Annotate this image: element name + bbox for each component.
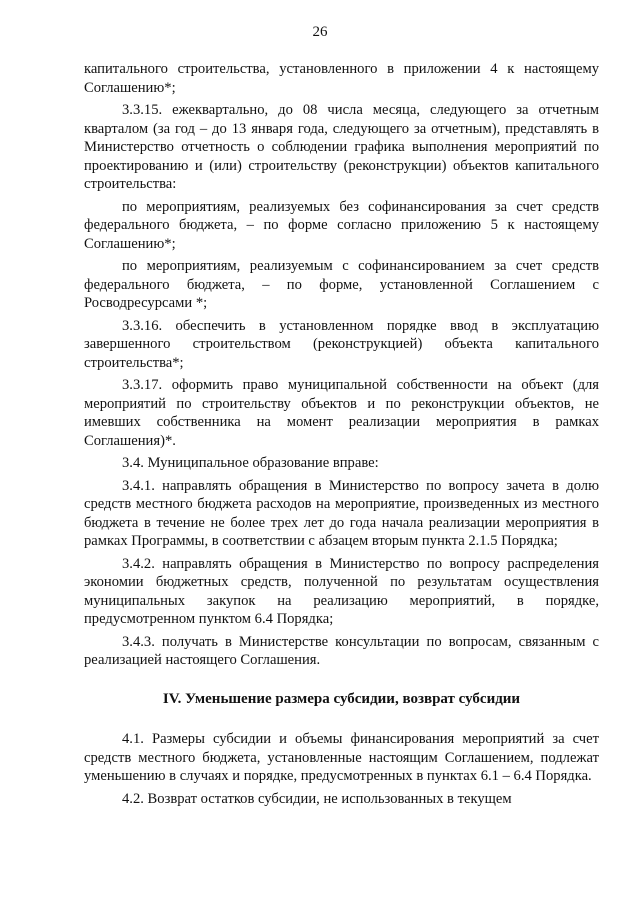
paragraph: 4.2. Возврат остатков субсидии, не использованных в текущем <box>122 790 512 807</box>
paragraph: 3.3.17. оформить право муниципальной собственности на объект (для мероприятий по строительству объектов и по реконструкции объектов, не имевших собственника на момент реализации мероприятия в рамках Соглашения)*. <box>84 377 599 449</box>
paragraph: 3.4.3. получать в Министерстве консультации по вопросам, связанным с реализацией настоящего Соглашения. <box>84 633 599 668</box>
paragraph: по мероприятиям, реализуемых без софинансирования за счет средств федерального бюджета, – по форме согласно приложению 5 к настоящему Соглашению*; <box>84 198 599 252</box>
paragraph: 3.3.16. обеспечить в установленном порядке ввод в эксплуатацию завершенного строительством (реконструкцией) объекта капитального строительства*; <box>84 317 599 371</box>
paragraph: 4.1. Размеры субсидии и объемы финансирования мероприятий за счет средств местного бюджета, установленные настоящим Соглашением, подлежат уменьшению в случаях и порядке, предусмотренных в пунктах 6.1 – 6.4 Порядка. <box>84 731 599 784</box>
paragraph: 3.4.1. направлять обращения в Министерство по вопросу зачета в долю средств местного бюджета расходов на мероприятие, произведенных из местного бюджета в течение не более трех лет до года начала реализации мероприятия в рамках Программы, в соответствии с абзацем вторым пункта 2.1.5 Порядка; <box>84 477 599 549</box>
paragraph: по мероприятиям, реализуемым с софинансированием за счет средств федерального бюджета, – по форме, установленной Соглашением с Росводресурсами *; <box>84 258 599 311</box>
document-body <box>84 60 599 812</box>
paragraphs-before <box>84 60 599 670</box>
page-number: 26 <box>312 24 328 40</box>
paragraph: капитального строительства, установленного в приложении 4 к настоящему Соглашению*; <box>84 61 599 96</box>
paragraph: 3.3.15. ежеквартально, до 08 числа месяца, следующего за отчетным кварталом (за год – до 13 января года, следующего за отчетным), представлять в Министерство отчетность о соблюдении графика выполнения мероприятий по проектированию и (или) строительству (реконструкции) объектов капитального строительства: <box>84 102 599 192</box>
paragraphs-after <box>84 730 599 808</box>
section-title: IV. Уменьшение размера субсидии, возврат субсидии <box>162 690 521 707</box>
paragraph: 3.4. Муниципальное образование вправе: <box>122 455 379 471</box>
paragraph: 3.4.2. направлять обращения в Министерство по вопросу распределения экономии бюджетных средств, полученной по результатам осуществления муниципальных закупок на реализацию мероприятий, в порядке, предусмотренном пунктом 6.4 Порядка; <box>84 555 599 627</box>
